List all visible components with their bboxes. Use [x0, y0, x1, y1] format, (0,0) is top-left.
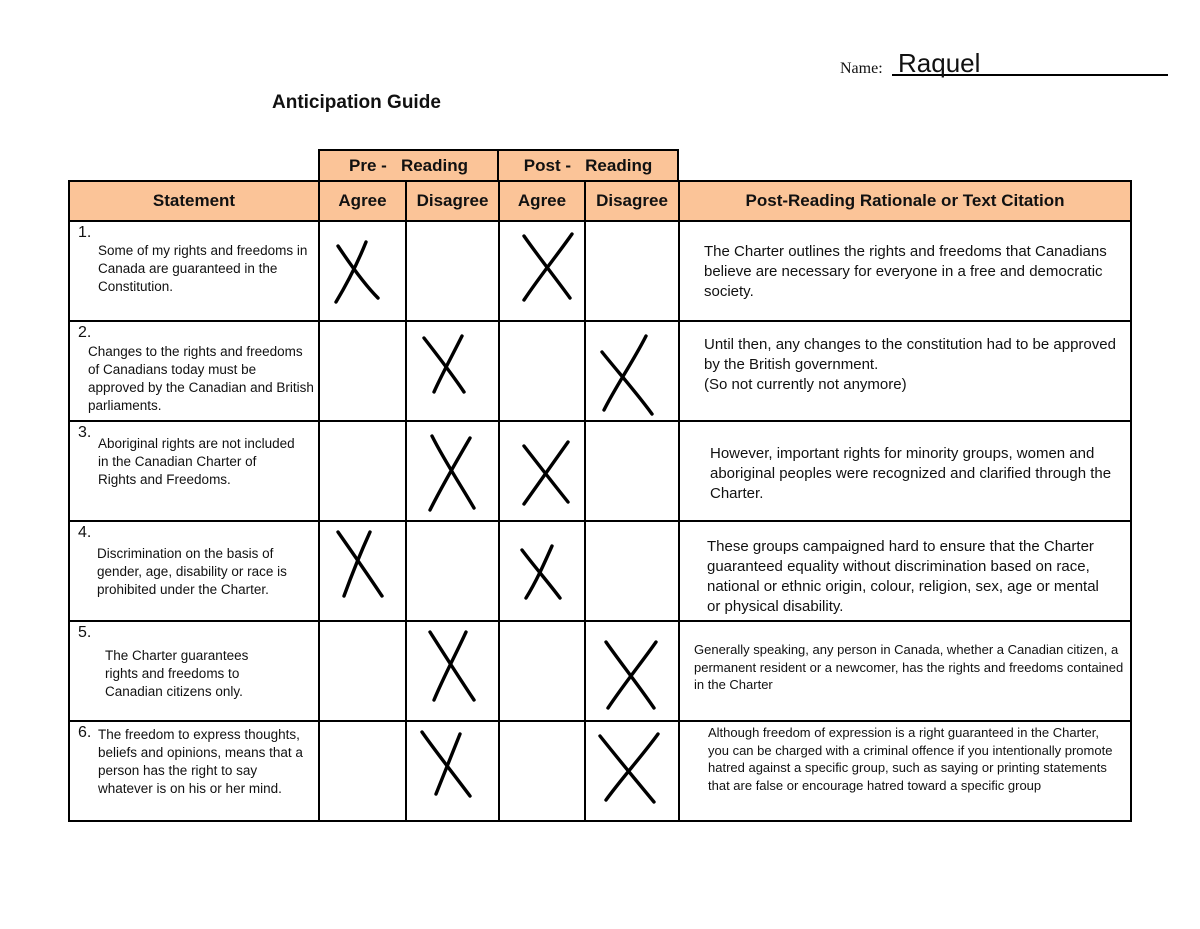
table-row — [70, 322, 320, 422]
post-reading-header: Post - Reading — [497, 149, 679, 182]
post-disagree-cell[interactable] — [586, 522, 680, 622]
statement-text: Some of my rights and freedoms in Canada are guaranteed in the Constitution. — [98, 243, 308, 294]
rationale-cell — [680, 622, 1130, 722]
x-mark-icon — [416, 724, 478, 802]
pre-agree-cell[interactable] — [320, 322, 407, 422]
rationale-cell — [680, 522, 1130, 622]
col-rationale: Post-Reading Rationale or Text Citation — [680, 182, 1130, 222]
rationale-cell — [680, 322, 1130, 422]
name-label: Name: — [840, 60, 883, 77]
x-mark-icon — [422, 430, 482, 514]
statement-text: Changes to the rights and freedoms of Canadians today must be approved by the Canadian and British parliaments. — [88, 344, 314, 413]
pre-agree-cell[interactable] — [320, 722, 407, 820]
rationale-cell — [680, 722, 1130, 820]
rationale-text: These groups campaigned hard to ensure that the Charter guaranteed equality without discrimination based on race, national or ethnic origin, colour, religion, sex, age or mental or physical disability. — [707, 538, 1099, 615]
post-agree-cell[interactable] — [500, 622, 586, 722]
rationale-text: The Charter outlines the rights and freedoms that Canadians believe are necessary for everyone in a free and democratic society. — [704, 243, 1107, 300]
post-agree-cell[interactable] — [500, 322, 586, 422]
col-pre-agree: Agree — [320, 182, 407, 222]
row-number: 5. — [78, 624, 92, 641]
pre-disagree-cell[interactable] — [407, 222, 500, 322]
pre-agree-cell[interactable] — [320, 422, 407, 522]
row-number: 6. — [78, 724, 92, 741]
col-statement: Statement — [70, 182, 320, 222]
pre-reading-header: Pre - Reading — [318, 149, 499, 182]
table-row — [70, 622, 320, 722]
post-disagree-cell[interactable] — [586, 422, 680, 522]
statement-text: Discrimination on the basis of gender, age, disability or race is prohibited under the Charter. — [97, 546, 287, 597]
rationale-cell — [680, 422, 1130, 522]
rationale-text: Generally speaking, any person in Canada, whether a Canadian citizen, a permanent resident or a newcomer, has the rights and freedoms contained in the Charter — [694, 642, 1124, 692]
table-row — [70, 722, 320, 820]
post-agree-cell[interactable] — [500, 722, 586, 820]
page-title: Anticipation Guide — [272, 92, 441, 113]
row-number: 3. — [78, 424, 92, 441]
x-mark-icon — [332, 526, 390, 600]
statement-text: Aboriginal rights are not included in the Canadian Charter of Rights and Freedoms. — [98, 436, 295, 487]
pre-agree-cell[interactable] — [320, 622, 407, 722]
col-pre-disagree: Disagree — [407, 182, 500, 222]
statement-text: The freedom to express thoughts, beliefs and opinions, means that a person has the right to say whatever is on his or her mind. — [98, 727, 303, 796]
row-number: 2. — [78, 324, 92, 341]
rationale-text: However, important rights for minority groups, women and aboriginal peoples were recognized and clarified through the Charter. — [710, 445, 1112, 502]
x-mark-icon — [514, 436, 576, 510]
anticipation-table — [68, 180, 1132, 822]
col-post-disagree: Disagree — [586, 182, 680, 222]
rationale-cell — [680, 222, 1130, 322]
table-row — [70, 522, 320, 622]
post-disagree-cell[interactable] — [586, 222, 680, 322]
x-mark-icon — [594, 728, 664, 808]
x-mark-icon — [422, 626, 480, 706]
x-mark-icon — [330, 236, 386, 308]
x-mark-icon — [598, 634, 666, 714]
col-post-agree: Agree — [500, 182, 586, 222]
rationale-text: Although freedom of expression is a right guaranteed in the Charter, you can be charged with a criminal offence if you intentionally promote hatred against a specific group, such as saying or printing statements that are false or encourage hatred toward a specific group — [708, 725, 1113, 793]
x-mark-icon — [514, 228, 580, 306]
table-row — [70, 422, 320, 522]
x-mark-icon — [512, 540, 568, 604]
rationale-text: Until then, any changes to the constitution had to be approved by the British government. (So not currently not anymore) — [704, 336, 1116, 393]
x-mark-icon — [594, 330, 660, 418]
row-number: 4. — [78, 524, 92, 541]
name-field[interactable]: Raquel — [892, 50, 1168, 76]
pre-disagree-cell[interactable] — [407, 522, 500, 622]
x-mark-icon — [418, 330, 472, 398]
statement-text: The Charter guarantees rights and freedoms to Canadian citizens only. — [105, 648, 249, 699]
table-row — [70, 222, 320, 322]
row-number: 1. — [78, 224, 92, 241]
